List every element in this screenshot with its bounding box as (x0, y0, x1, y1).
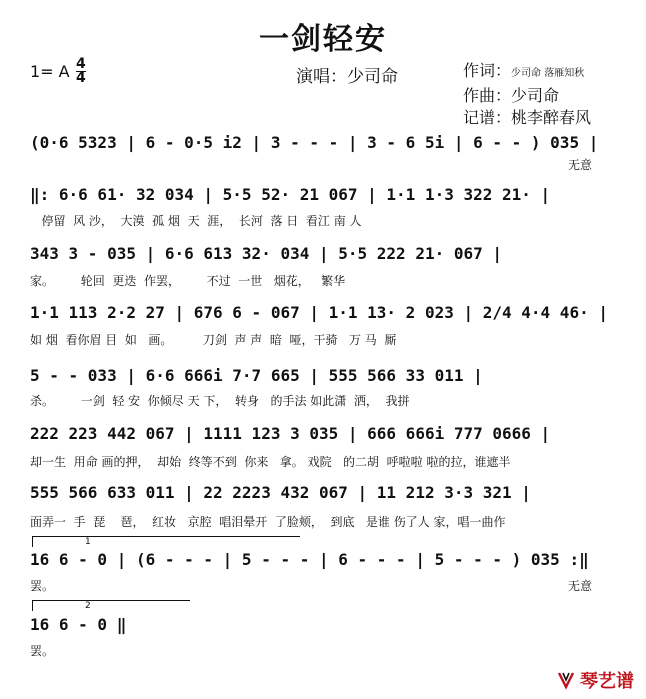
volta-2 (32, 600, 190, 611)
logo-text: 琴艺谱 (580, 671, 634, 692)
staff-line-7-notes: 555 566 633 011 | 22 2223 432 067 | 11 212 3·3 321 | (30, 483, 531, 502)
time-signature (76, 58, 86, 85)
staff-line-1-notes: (0·6 5323 | 6 - 0·5 i2 | 3 - - - | 3 - 6 5i | 6 - - ) 035 | (30, 133, 599, 152)
staff-line-4-lyrics: 如 烟 看你眉 目 如 画。 刀剑 声 声 暗 哑，干骑 万 马 厮 (30, 333, 397, 347)
credits-block (463, 60, 591, 129)
singer-credit: 演唱：少司命 (296, 67, 398, 87)
time-signature-bottom: 4 (76, 70, 86, 86)
volta-1-label: 1 (85, 537, 91, 547)
staff-line-8-notes: 16 6 - 0 | (6 - - - | 5 - - - | 6 - - - | 5 - - - ) 035 :‖ (30, 550, 589, 569)
staff-line-2-notes: ‖: 6·6 61· 32 034 | 5·5 52· 21 067 | 1·1 1·3 322 21· | (30, 185, 551, 204)
staff-line-9-lyrics: 罢。 (30, 644, 55, 658)
staff-line-4-notes: 1·1 113 2·2 27 | 676 6 - 067 | 1·1 13· 2 023 | 2/4 4·4 46· | (30, 303, 608, 322)
staff-line-5-lyrics: 杀。 一剑 轻 安 你倾尽 天 下， 转身 的手法 如此潇 洒， 我拼 (30, 394, 410, 408)
composer-row (463, 85, 591, 107)
volta-1 (32, 536, 300, 547)
staff-line-1-end-lyric: 无意 (568, 158, 593, 172)
music-logo-icon (556, 670, 576, 690)
volta-2-label: 2 (85, 601, 91, 611)
staff-line-9-notes: 16 6 - 0 ‖ (30, 615, 127, 634)
staff-line-2-lyrics: 停留 风 沙， 大漠 孤 烟 天 涯， 长河 落 日 看江 南 人 (30, 214, 362, 228)
site-logo (556, 667, 634, 693)
composer-label: 作曲： (463, 86, 512, 105)
transcriber-row (463, 107, 591, 129)
staff-line-6-lyrics: 却一生 用命 画的押， 却始 终等不到 你来 拿。 戏院 的二胡 呼啦啦 啦的拉，谁遮半 (30, 455, 511, 469)
transcriber-name: 桃李醉春风 (511, 108, 592, 127)
composer-name: 少司命 (511, 86, 560, 105)
lyricist-name: 少司命 落雁知秋 (511, 68, 585, 79)
key-signature: 1= A (30, 62, 70, 81)
transcriber-label: 记谱： (463, 108, 512, 127)
song-title: 一剑轻安 (259, 22, 387, 57)
lyricist-label: 作词： (463, 61, 512, 80)
staff-line-8-end-lyric: 无意 (568, 579, 593, 593)
staff-line-8-lyrics: 罢。 (30, 579, 55, 593)
staff-line-3-lyrics: 家。 轮回 更迭 作罢， 不过 一世 烟花， 繁华 (30, 274, 346, 288)
staff-line-7-lyrics: 面弄一 手 琵 琶， 红妆 京腔 唱泪晕开 了脸颊， 到底 是谁 伤了人 家，唱一曲作 (30, 515, 506, 529)
lyricist-row (463, 60, 591, 85)
staff-line-6-notes: 222 223 442 067 | 1111 123 3 035 | 666 666i 777 0666 | (30, 424, 551, 443)
time-signature-top: 4 (76, 56, 86, 72)
staff-line-5-notes: 5 - - 033 | 6·6 666i 7·7 665 | 555 566 33 011 | (30, 366, 483, 385)
staff-line-3-notes: 343 3 - 035 | 6·6 613 32· 034 | 5·5 222 21· 067 | (30, 244, 503, 263)
